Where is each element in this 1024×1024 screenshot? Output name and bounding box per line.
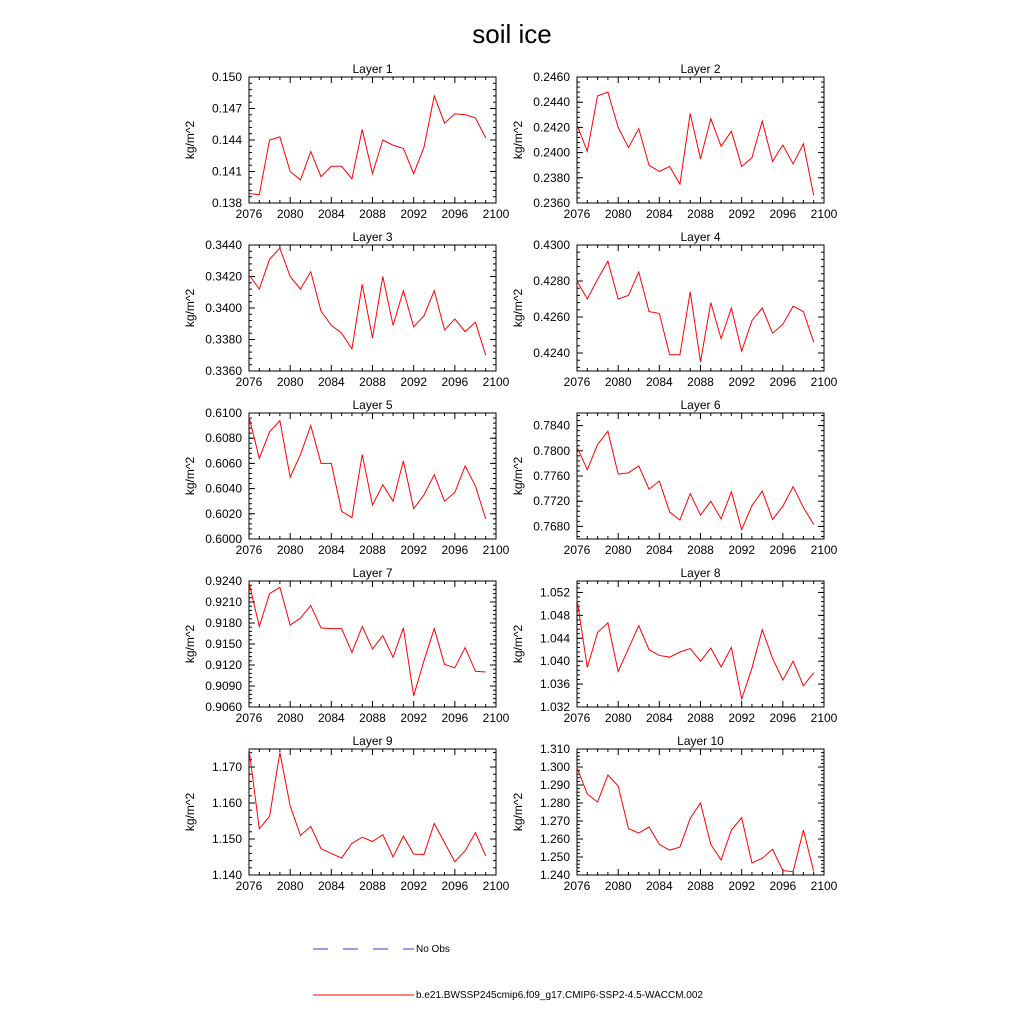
x-tick-label: 2100 <box>810 711 838 725</box>
x-tick-label: 2092 <box>400 375 428 389</box>
x-tick-label: 2080 <box>604 711 632 725</box>
x-tick-label: 2096 <box>441 543 469 557</box>
x-tick-label: 2096 <box>769 711 797 725</box>
x-tick-label: 2088 <box>359 879 386 893</box>
y-tick-label: 1.052 <box>539 585 570 600</box>
x-tick-label: 2096 <box>441 879 469 893</box>
x-tick-label: 2096 <box>769 375 797 389</box>
x-tick-label: 2100 <box>482 207 510 221</box>
x-tick-label: 2092 <box>728 711 756 725</box>
x-tick-label: 2088 <box>359 207 386 221</box>
y-tick-label: 1.140 <box>211 868 242 882</box>
x-tick-label: 2080 <box>276 879 304 893</box>
x-tick-label: 2080 <box>604 879 632 893</box>
y-tick-label: 0.2380 <box>533 170 570 185</box>
y-tick-label: 0.3400 <box>205 301 242 315</box>
y-tick-label: 0.3380 <box>205 332 242 347</box>
x-tick-label: 2096 <box>769 207 797 221</box>
y-tick-label: 0.144 <box>211 133 242 147</box>
x-tick-label: 2100 <box>810 543 838 557</box>
x-tick-label: 2084 <box>645 879 673 893</box>
panel-title: Layer 8 <box>680 566 721 580</box>
series-line <box>249 582 486 695</box>
panel-title: Layer 10 <box>677 734 724 748</box>
x-tick-label: 2088 <box>687 543 714 557</box>
y-tick-label: 0.6000 <box>205 532 242 546</box>
y-tick-label: 0.7760 <box>533 469 570 483</box>
y-axis-label: kg/m^2 <box>511 288 525 328</box>
series-line <box>577 261 814 362</box>
series-line <box>577 431 814 529</box>
x-tick-label: 2092 <box>728 879 756 893</box>
y-tick-label: 1.280 <box>539 796 570 810</box>
y-tick-label: 0.4260 <box>533 310 570 324</box>
panel-title: Layer 4 <box>680 230 721 244</box>
x-tick-label: 2092 <box>728 207 756 221</box>
panel-title: Layer 1 <box>352 62 393 76</box>
panel-title: Layer 5 <box>352 398 393 412</box>
x-tick-label: 2088 <box>687 207 714 221</box>
panel-title: Layer 2 <box>680 62 721 76</box>
x-tick-label: 2092 <box>728 543 756 557</box>
x-tick-label: 2088 <box>687 879 714 893</box>
y-tick-label: 0.2460 <box>533 70 570 84</box>
y-tick-label: 1.150 <box>211 832 242 846</box>
plot-frame <box>249 581 496 707</box>
y-tick-label: 0.2420 <box>533 120 570 135</box>
y-tick-label: 0.2440 <box>533 95 570 110</box>
series-line <box>577 599 814 699</box>
legend-no-obs-label: No Obs <box>416 944 450 955</box>
y-tick-label: 0.2360 <box>533 196 570 210</box>
panel-layer-5 <box>183 398 510 557</box>
y-axis-label: kg/m^2 <box>183 120 197 160</box>
x-tick-label: 2076 <box>563 207 591 221</box>
y-tick-label: 1.250 <box>539 850 570 864</box>
x-tick-label: 2080 <box>604 543 632 557</box>
y-tick-label: 1.044 <box>539 631 570 646</box>
x-tick-label: 2076 <box>235 207 263 221</box>
panel-title: Layer 6 <box>680 398 721 412</box>
x-tick-label: 2096 <box>769 543 797 557</box>
plot-frame <box>577 581 824 707</box>
panel-layer-3 <box>183 230 510 389</box>
x-tick-label: 2096 <box>441 207 469 221</box>
x-tick-label: 2076 <box>235 543 263 557</box>
y-tick-label: 0.9090 <box>205 679 242 693</box>
panel-title: Layer 3 <box>352 230 393 244</box>
y-tick-label: 1.240 <box>539 868 570 882</box>
x-tick-label: 2084 <box>317 375 345 389</box>
panel-title: Layer 7 <box>352 566 393 580</box>
x-tick-label: 2076 <box>563 375 591 389</box>
y-tick-label: 1.290 <box>539 778 570 792</box>
panel-layer-8 <box>511 566 838 725</box>
y-tick-label: 1.032 <box>539 700 570 714</box>
x-tick-label: 2100 <box>810 207 838 221</box>
y-tick-label: 0.7840 <box>533 418 570 433</box>
x-tick-label: 2088 <box>359 375 386 389</box>
y-tick-label: 1.040 <box>539 654 570 669</box>
panel-layer-9 <box>183 734 510 893</box>
y-tick-label: 0.3360 <box>205 364 242 378</box>
x-tick-label: 2084 <box>645 207 673 221</box>
y-tick-label: 1.048 <box>539 608 570 623</box>
x-tick-label: 2076 <box>563 879 591 893</box>
panel-layer-4 <box>511 230 838 389</box>
x-tick-label: 2076 <box>235 711 263 725</box>
x-tick-label: 2092 <box>400 711 428 725</box>
y-tick-label: 0.9180 <box>205 616 242 630</box>
y-tick-label: 0.6080 <box>205 431 242 446</box>
y-tick-label: 0.6040 <box>205 481 242 496</box>
series-line <box>577 768 814 872</box>
x-tick-label: 2088 <box>687 711 714 725</box>
y-tick-label: 1.170 <box>211 760 242 774</box>
legend <box>313 944 703 1001</box>
series-line <box>249 96 486 195</box>
x-tick-label: 2088 <box>687 375 714 389</box>
plot-frame <box>577 413 824 539</box>
x-tick-label: 2100 <box>482 543 510 557</box>
legend-model-label: b.e21.BWSSP245cmip6.f09_g17.CMIP6-SSP2-4.5-WACCM.002 <box>416 990 703 1001</box>
x-tick-label: 2088 <box>359 711 386 725</box>
x-tick-label: 2096 <box>441 711 469 725</box>
series-line <box>249 248 486 355</box>
x-tick-label: 2096 <box>441 375 469 389</box>
x-tick-label: 2084 <box>645 543 673 557</box>
x-tick-label: 2080 <box>276 375 304 389</box>
x-tick-label: 2092 <box>400 879 428 893</box>
panels <box>183 62 838 893</box>
panel-layer-1 <box>183 62 510 221</box>
y-tick-label: 1.270 <box>539 814 570 828</box>
y-tick-label: 0.3440 <box>205 238 242 252</box>
y-tick-label: 0.9240 <box>205 574 242 588</box>
x-tick-label: 2092 <box>400 543 428 557</box>
y-tick-label: 1.310 <box>539 742 570 756</box>
x-tick-label: 2080 <box>604 375 632 389</box>
panel-layer-6 <box>511 398 838 557</box>
figure-title: soil ice <box>472 19 552 49</box>
y-tick-label: 1.036 <box>539 677 570 692</box>
y-axis-label: kg/m^2 <box>183 792 197 832</box>
x-tick-label: 2100 <box>810 879 838 893</box>
plot-frame <box>249 77 496 203</box>
plot-frame <box>249 749 496 875</box>
y-tick-label: 0.4240 <box>533 346 570 360</box>
y-axis-label: kg/m^2 <box>511 792 525 832</box>
panel-title: Layer 9 <box>352 734 393 748</box>
y-tick-label: 0.9150 <box>205 637 242 651</box>
y-tick-label: 1.260 <box>539 832 570 846</box>
x-tick-label: 2100 <box>810 375 838 389</box>
x-tick-label: 2084 <box>645 375 673 389</box>
y-axis-label: kg/m^2 <box>511 120 525 160</box>
x-tick-label: 2096 <box>769 879 797 893</box>
x-tick-label: 2076 <box>235 375 263 389</box>
x-tick-label: 2088 <box>359 543 386 557</box>
y-tick-label: 0.7680 <box>533 519 570 534</box>
plot-frame <box>249 413 496 539</box>
y-tick-label: 0.9210 <box>205 595 242 609</box>
y-tick-label: 0.4280 <box>533 274 570 288</box>
x-tick-label: 2084 <box>317 711 345 725</box>
y-tick-label: 0.150 <box>211 70 242 84</box>
y-tick-label: 0.7720 <box>533 494 570 509</box>
x-tick-label: 2092 <box>728 375 756 389</box>
y-tick-label: 0.6100 <box>205 406 242 420</box>
y-axis-label: kg/m^2 <box>511 456 525 496</box>
x-tick-label: 2084 <box>317 879 345 893</box>
y-tick-label: 0.138 <box>211 196 242 210</box>
y-tick-label: 0.4300 <box>533 238 570 252</box>
y-axis-label: kg/m^2 <box>511 624 525 664</box>
y-axis-label: kg/m^2 <box>183 288 197 328</box>
panel-layer-7 <box>183 566 510 725</box>
y-tick-label: 0.6020 <box>205 506 242 521</box>
series-line <box>249 417 486 519</box>
y-axis-label: kg/m^2 <box>183 456 197 496</box>
y-tick-label: 0.9060 <box>205 700 242 714</box>
x-tick-label: 2080 <box>276 207 304 221</box>
y-tick-label: 1.160 <box>211 796 242 810</box>
plot-frame <box>577 749 824 875</box>
y-tick-label: 0.2400 <box>533 145 570 160</box>
x-tick-label: 2080 <box>604 207 632 221</box>
x-tick-label: 2100 <box>482 879 510 893</box>
y-tick-label: 0.6060 <box>205 456 242 471</box>
x-tick-label: 2084 <box>317 543 345 557</box>
y-tick-label: 0.147 <box>211 101 242 116</box>
x-tick-label: 2084 <box>645 711 673 725</box>
y-tick-label: 0.9120 <box>205 658 242 672</box>
x-tick-label: 2076 <box>563 543 591 557</box>
series-line <box>577 92 814 195</box>
x-tick-label: 2084 <box>317 207 345 221</box>
y-tick-label: 0.7800 <box>533 443 570 458</box>
x-tick-label: 2092 <box>400 207 428 221</box>
panel-layer-2 <box>511 62 838 221</box>
x-tick-label: 2076 <box>235 879 263 893</box>
panel-layer-10 <box>511 734 838 893</box>
plot-frame <box>577 245 824 371</box>
y-tick-label: 0.3420 <box>205 269 242 284</box>
x-tick-label: 2100 <box>482 375 510 389</box>
x-tick-label: 2080 <box>276 543 304 557</box>
series-line <box>249 749 486 862</box>
y-axis-label: kg/m^2 <box>183 624 197 664</box>
y-tick-label: 0.141 <box>211 164 242 179</box>
y-tick-label: 1.300 <box>539 760 570 774</box>
x-tick-label: 2080 <box>276 711 304 725</box>
plot-frame <box>577 77 824 203</box>
x-tick-label: 2100 <box>482 711 510 725</box>
x-tick-label: 2076 <box>563 711 591 725</box>
